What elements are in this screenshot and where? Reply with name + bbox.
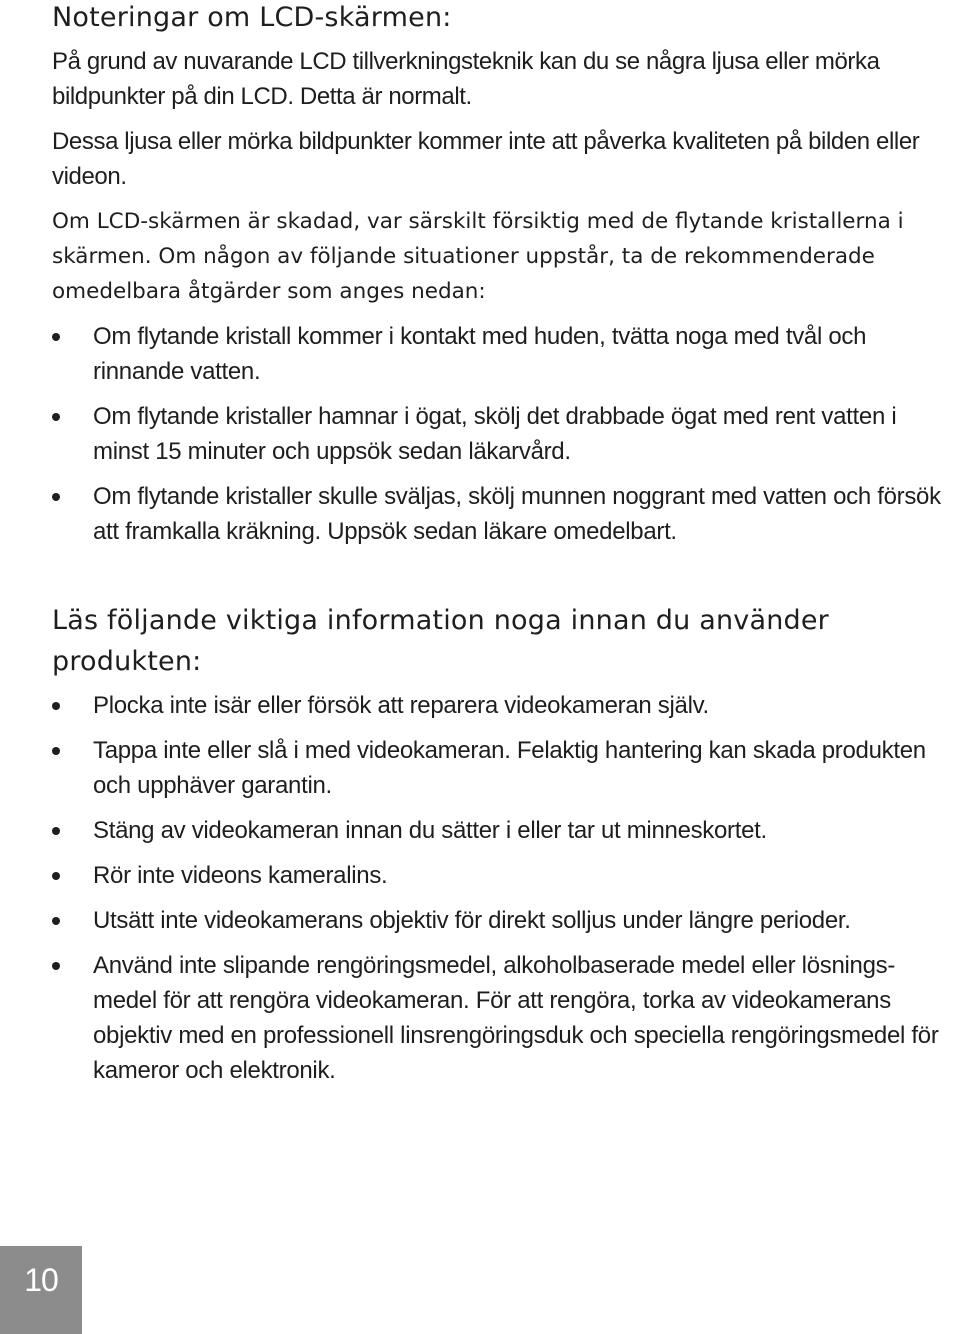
lcd-bullet-item [52,319,957,389]
info-bullet-item [52,903,957,938]
lcd-bullet-text: Om flytande kristaller skulle sväljas, skölj munnen noggrant med vatten och försök att framkalla kräkning. Uppsök sedan läkare omedelbart. [93,483,941,545]
bullet-dot-icon [52,827,60,835]
lcd-paragraph-2: Dessa ljusa eller mörka bildpunkter kommer inte att påverka kvaliteten på bilden eller videon. [52,128,920,190]
info-bullet-item [52,813,957,848]
info-bullet-item [52,733,957,803]
bullet-dot-icon [52,493,60,501]
info-bullet-text: Använd inte slipande rengöringsmedel, alkoholbaserade medel eller lösnings-medel för att rengöra videokameran. För att rengöra, torka av videokamerans objektiv med en professionell linsrengöringsduk och speciella rengöringsmedel för kameror och elektronik. [93,952,939,1084]
info-bullet-text: Rör inte videons kameralins. [93,862,388,889]
lcd-bullet-list [52,319,957,549]
lcd-bullet-item [52,399,957,469]
info-bullet-text: Utsätt inte videokamerans objektiv för direkt solljus under längre perioder. [93,907,851,934]
bullet-dot-icon [52,747,60,755]
lcd-notes-heading: Noteringar om LCD-skärmen: [52,2,452,33]
info-bullet-text: Stäng av videokameran innan du sätter i eller tar ut minneskortet. [93,817,767,844]
lcd-paragraph-3-part-2: Om någon av följande situationer uppstår, ta de rekommenderade omedelbara åtgärder som anges nedan: [52,244,875,304]
bullet-dot-icon [52,917,60,925]
page-number: 10 [24,1262,58,1298]
info-bullet-item [52,858,957,893]
info-bullet-list [52,688,957,1088]
bullet-dot-icon [52,962,60,970]
bullet-dot-icon [52,702,60,710]
bullet-dot-icon [52,333,60,341]
info-bullet-text: Tappa inte eller slå i med videokameran. Felaktig hantering kan skada produkten och upphäver garantin. [93,737,926,799]
important-info-heading: Läs följande viktiga information noga innan du använder produkten: [52,605,829,677]
lcd-paragraph-3 [52,204,957,309]
lcd-paragraph-1: På grund av nuvarande LCD tillverkningsteknik kan du se några ljusa eller mörka bildpunkter på din LCD. Detta är normalt. [52,48,880,110]
info-bullet-item [52,948,957,1088]
bullet-dot-icon [52,413,60,421]
lcd-bullet-text: Om flytande kristaller hamnar i ögat, skölj det drabbade ögat med rent vatten i minst 15 minuter och uppsök sedan läkarvård. [93,403,897,465]
lcd-bullet-text: Om flytande kristall kommer i kontakt med huden, tvätta noga med tvål och rinnande vatten. [93,323,867,385]
info-bullet-item [52,688,957,723]
lcd-bullet-item [52,479,957,549]
bullet-dot-icon [52,872,60,880]
lcd-paragraph-3-part-1: Om LCD-skärmen är skadad, var särskilt försiktig med de flytande kristallerna i skärmen. [52,209,904,269]
info-bullet-text: Plocka inte isär eller försök att reparera videokameran själv. [93,692,709,719]
